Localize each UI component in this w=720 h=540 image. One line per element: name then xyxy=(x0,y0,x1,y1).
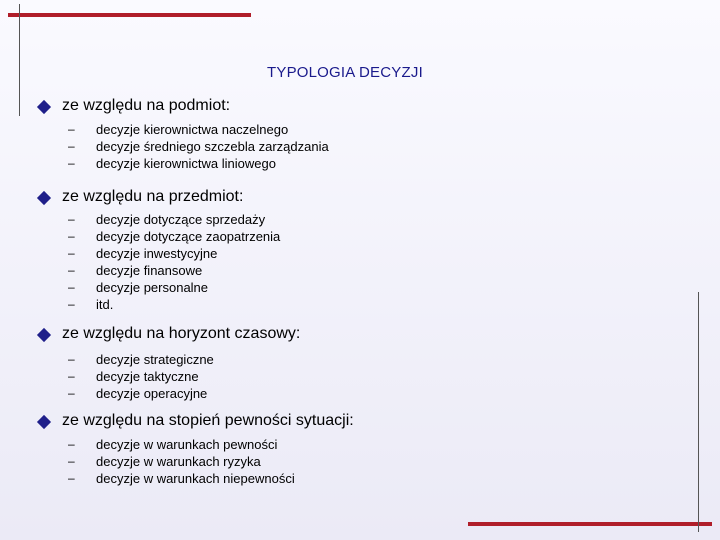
dash-icon: – xyxy=(68,471,75,485)
dash-icon: – xyxy=(68,229,75,243)
section-heading: ze względu na przedmiot: xyxy=(62,188,244,205)
dash-icon: – xyxy=(68,139,75,153)
bottom-accent-bar xyxy=(468,522,712,526)
list-item-text: decyzje operacyjne xyxy=(96,386,208,401)
diamond-icon xyxy=(37,191,51,205)
list-item-text: decyzje w warunkach pewności xyxy=(96,437,278,452)
list-item-text: itd. xyxy=(96,297,114,312)
diamond-icon xyxy=(37,415,51,429)
list-item-text: decyzje w warunkach niepewności xyxy=(96,471,295,486)
diamond-icon xyxy=(37,100,51,114)
diamond-icon xyxy=(37,328,51,342)
slide-title: TYPOLOGIA DECYZJI xyxy=(267,64,423,81)
list-item-text: decyzje taktyczne xyxy=(96,369,199,384)
list-item-text: decyzje kierownictwa liniowego xyxy=(96,156,276,171)
dash-icon: – xyxy=(68,437,75,451)
dash-icon: – xyxy=(68,280,75,294)
dash-icon: – xyxy=(68,156,75,170)
dash-icon: – xyxy=(68,297,75,311)
list-item-text: decyzje finansowe xyxy=(96,263,203,278)
list-item-text: decyzje średniego szczebla zarządzania xyxy=(96,139,329,154)
section-heading: ze względu na horyzont czasowy: xyxy=(62,325,301,342)
dash-icon: – xyxy=(68,386,75,400)
list-item-text: decyzje inwestycyjne xyxy=(96,246,218,261)
list-item-text: decyzje w warunkach ryzyka xyxy=(96,454,261,469)
list-item-text: decyzje kierownictwa naczelnego xyxy=(96,122,289,137)
list-item-text: decyzje dotyczące sprzedaży xyxy=(96,212,266,227)
dash-icon: – xyxy=(68,212,75,226)
dash-icon: – xyxy=(68,369,75,383)
dash-icon: – xyxy=(68,263,75,277)
top-accent-bar xyxy=(8,13,251,17)
dash-icon: – xyxy=(68,454,75,468)
list-item-text: decyzje personalne xyxy=(96,280,209,295)
dash-icon: – xyxy=(68,352,75,366)
dash-icon: – xyxy=(68,122,75,136)
left-vertical-rule xyxy=(19,4,20,116)
dash-icon: – xyxy=(68,246,75,260)
section-heading: ze względu na podmiot: xyxy=(62,97,231,114)
list-item-text: decyzje strategiczne xyxy=(96,352,214,367)
right-vertical-rule xyxy=(698,292,699,532)
section-heading: ze względu na stopień pewności sytuacji: xyxy=(62,412,354,429)
list-item-text: decyzje dotyczące zaopatrzenia xyxy=(96,229,281,244)
